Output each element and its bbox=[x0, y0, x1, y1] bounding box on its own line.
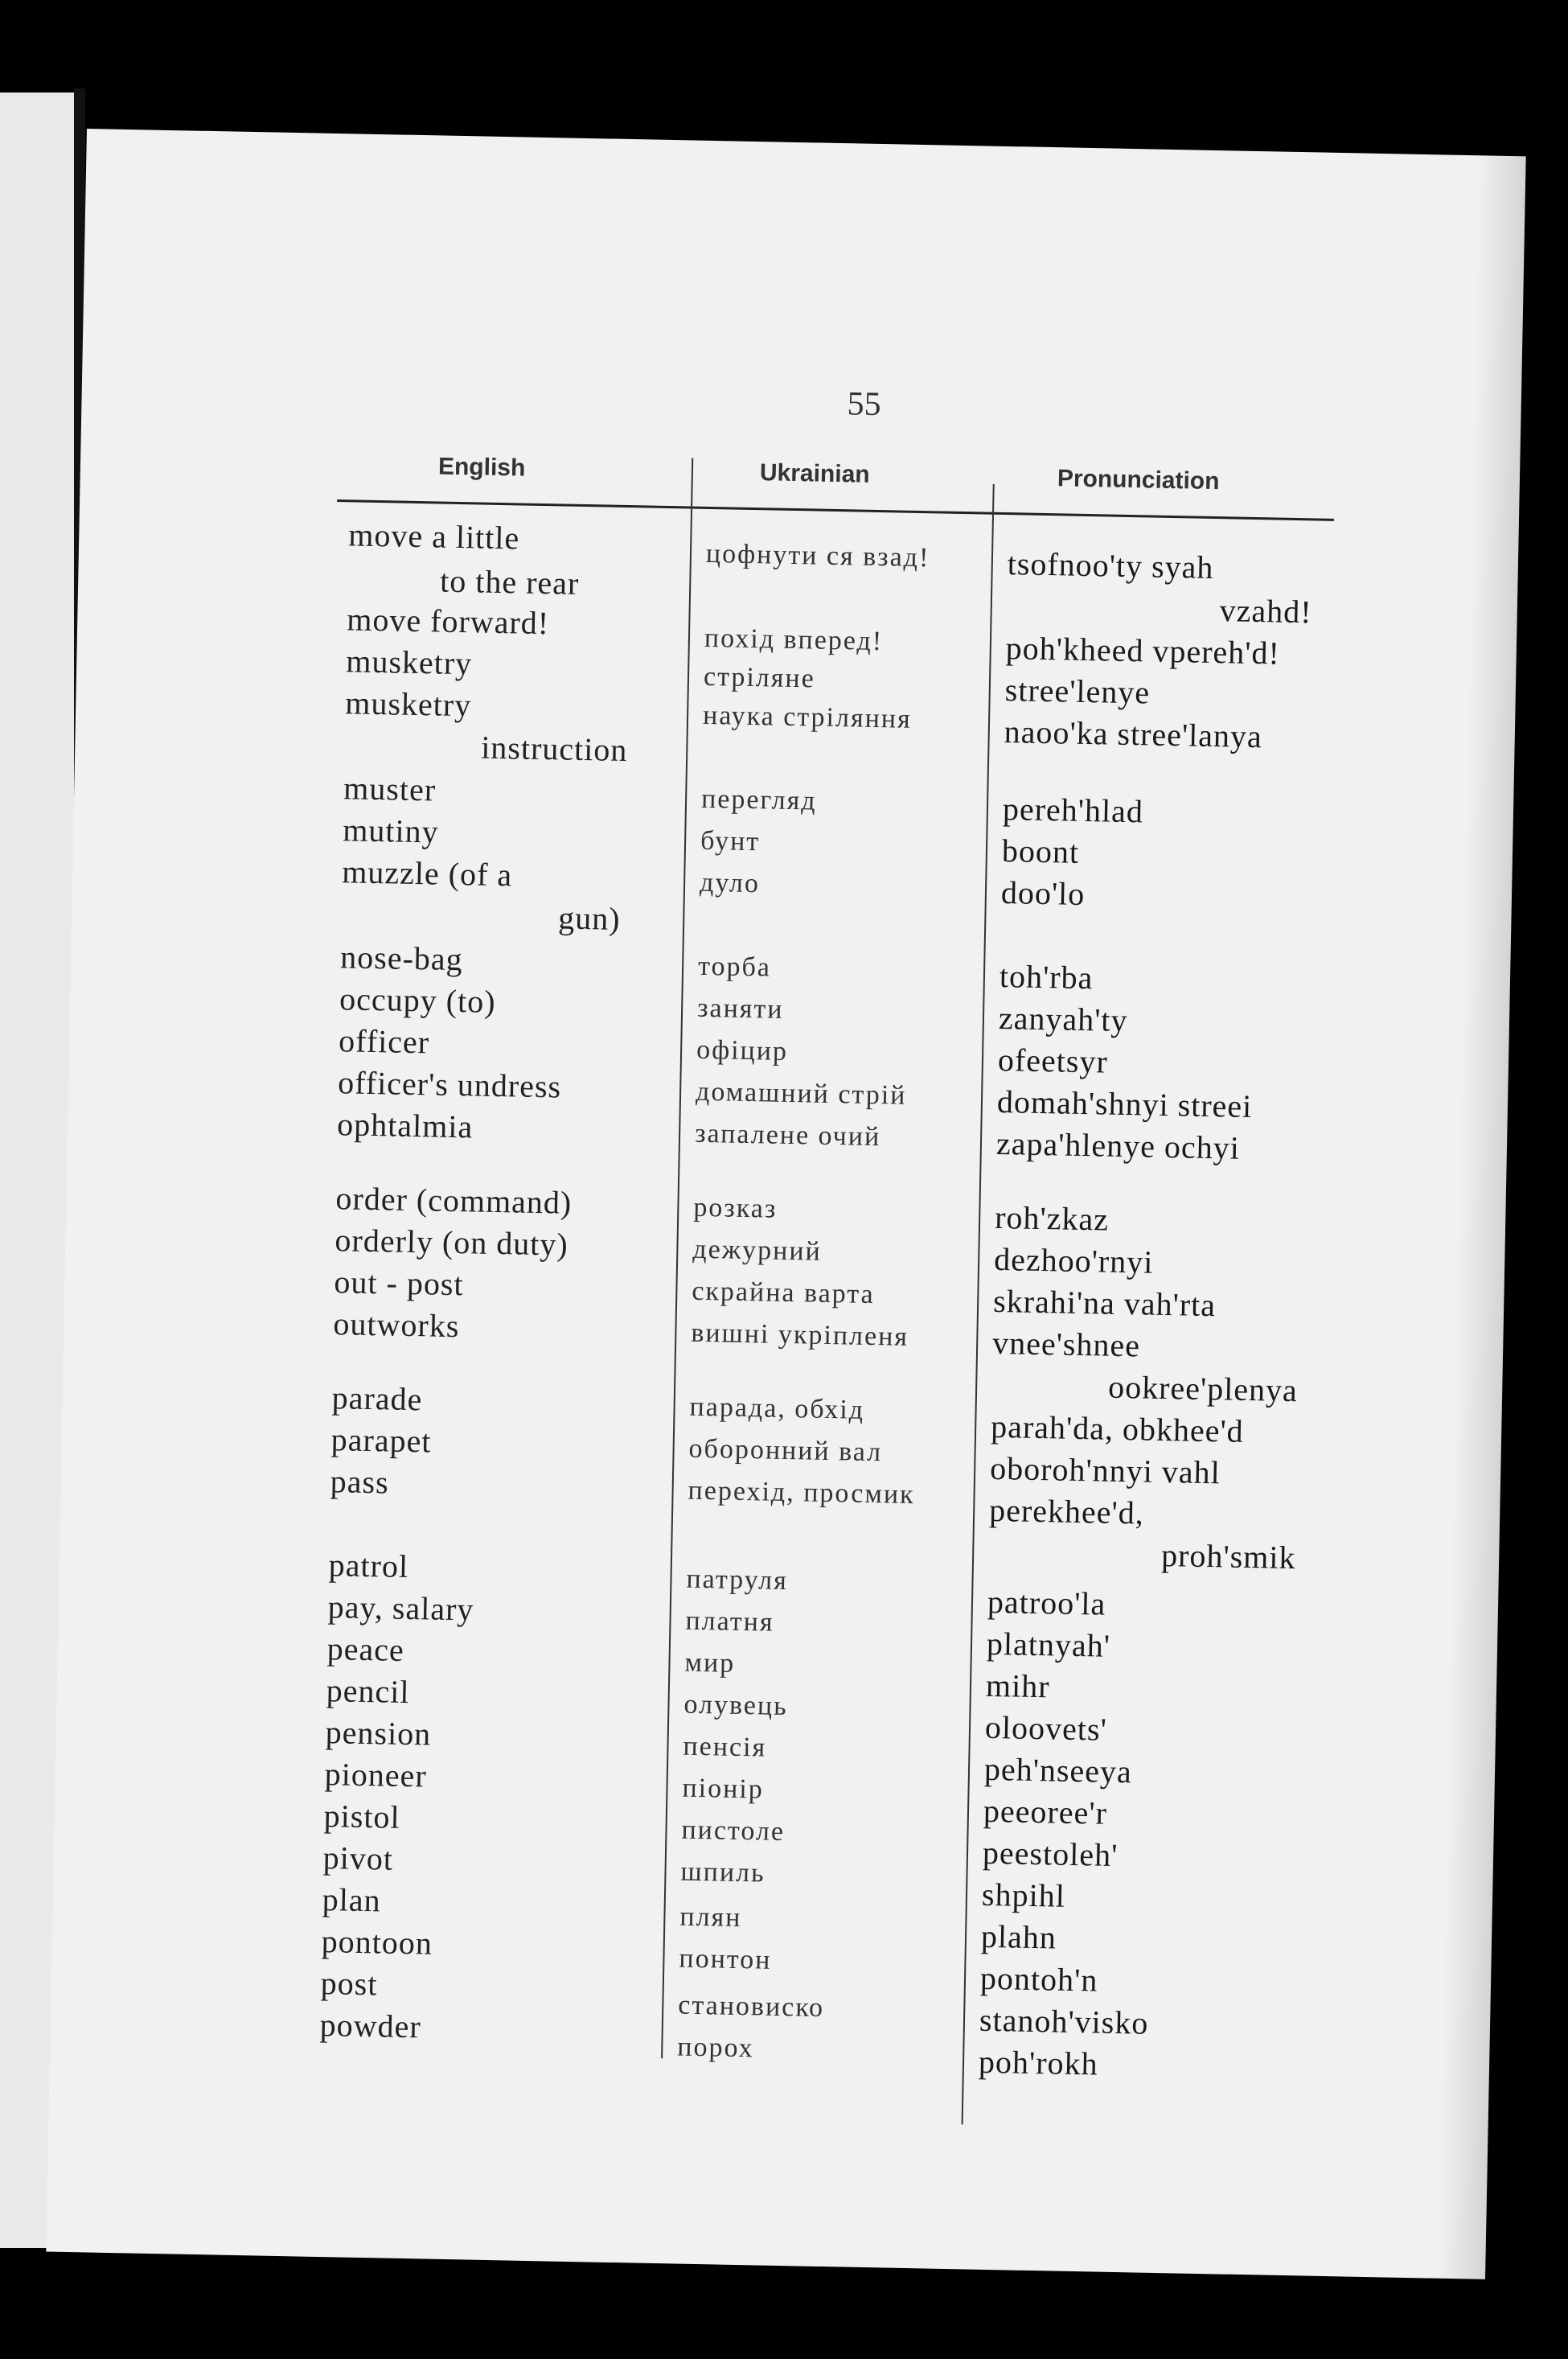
pronunciation-entry: ookree'plenya bbox=[1107, 1368, 1299, 1409]
english-entry: musketry bbox=[344, 684, 472, 724]
ukrainian-entry: оборонний вал bbox=[688, 1433, 883, 1468]
pronunciation-entry: peestoleh' bbox=[982, 1834, 1119, 1874]
english-entry: pencil bbox=[326, 1672, 410, 1711]
english-entry: patrol bbox=[328, 1547, 409, 1585]
ukrainian-entry: заняти bbox=[696, 993, 784, 1025]
ukrainian-entry: перехід, просмик bbox=[688, 1475, 915, 1510]
pronunciation-entry: doo'lo bbox=[1000, 874, 1086, 913]
ukrainian-entry: олувець bbox=[683, 1689, 789, 1722]
english-entry: outworks bbox=[333, 1305, 460, 1345]
ukrainian-entry: скрайна варта bbox=[692, 1276, 876, 1310]
header-pronunciation: Pronunciation bbox=[1057, 465, 1220, 495]
pronunciation-entry: stree'lenye bbox=[1004, 672, 1151, 711]
pronunciation-entry: peeoree'r bbox=[983, 1792, 1108, 1831]
english-entry: instruction bbox=[480, 729, 628, 769]
ukrainian-entry: плян bbox=[679, 1901, 742, 1934]
pronunciation-entry: poh'kheed vpereh'd! bbox=[1005, 630, 1281, 672]
ukrainian-entry: торба bbox=[697, 951, 772, 983]
pronunciation-entry: perekhee'd, bbox=[988, 1491, 1145, 1531]
ukrainian-entry: платня bbox=[685, 1605, 774, 1638]
page-edge-shade bbox=[1437, 155, 1526, 2279]
english-entry: move forward! bbox=[346, 601, 550, 642]
english-entry: pay, salary bbox=[327, 1588, 474, 1628]
header-ukrainian: Ukrainian bbox=[759, 459, 870, 488]
pronunciation-entry: platnyah' bbox=[986, 1625, 1111, 1664]
pronunciation-entry: pereh'hlad bbox=[1002, 791, 1144, 830]
ukrainian-entry: бунт bbox=[700, 825, 761, 857]
pronunciation-entry: skrahi'na vah'rta bbox=[992, 1282, 1217, 1324]
english-entry: move a little bbox=[347, 516, 520, 557]
ukrainian-entry: офіцир bbox=[696, 1034, 789, 1066]
english-entry: ophtalmia bbox=[336, 1106, 474, 1145]
pronunciation-entry: zanyah'ty bbox=[998, 999, 1128, 1039]
pronunciation-entry: oboroh'nnyi vahl bbox=[989, 1449, 1221, 1491]
english-entry: parapet bbox=[330, 1421, 432, 1460]
ukrainian-entry: дежурний bbox=[692, 1234, 823, 1267]
english-entry: pivot bbox=[322, 1839, 394, 1877]
english-entry: pistol bbox=[323, 1798, 401, 1835]
ukrainian-entry: стріляне bbox=[703, 661, 816, 694]
english-entry: out - post bbox=[334, 1264, 465, 1303]
pronunciation-entry: poh'rokh bbox=[978, 2043, 1099, 2082]
english-entry: pension bbox=[325, 1714, 432, 1753]
english-entry: parade bbox=[331, 1379, 423, 1418]
pronunciation-entry: stanoh'visko bbox=[979, 2001, 1149, 2041]
pronunciation-entry: mihr bbox=[985, 1667, 1051, 1705]
ukrainian-entry: мир bbox=[684, 1647, 736, 1679]
pronunciation-entry: ofeetsyr bbox=[997, 1041, 1109, 1080]
ukrainian-entry: понтон bbox=[679, 1943, 772, 1975]
english-entry: gun) bbox=[557, 899, 622, 937]
ukrainian-entry: перегляд bbox=[700, 783, 817, 816]
english-entry: muzzle (of a bbox=[341, 853, 513, 894]
english-entry: muster bbox=[343, 770, 437, 808]
english-entry: musketry bbox=[345, 643, 473, 682]
book-page bbox=[46, 129, 1525, 2279]
english-entry: officer's undress bbox=[337, 1064, 562, 1105]
pronunciation-entry: domah'shnyi streei bbox=[996, 1083, 1253, 1125]
ukrainian-entry: запалене очий bbox=[694, 1118, 881, 1153]
english-entry: occupy (to) bbox=[339, 980, 496, 1020]
pronunciation-entry: shpihl bbox=[981, 1876, 1066, 1914]
pronunciation-entry: pontoh'n bbox=[979, 1959, 1098, 1999]
pronunciation-entry: vnee'shnee bbox=[991, 1324, 1141, 1364]
pronunciation-entry: roh'zkaz bbox=[994, 1198, 1110, 1238]
ukrainian-entry: наука стріляння bbox=[702, 700, 913, 734]
ukrainian-entry: пистоле bbox=[681, 1814, 786, 1847]
english-entry: post bbox=[320, 1965, 378, 2003]
pronunciation-entry: proh'smik bbox=[1160, 1536, 1296, 1576]
ukrainian-entry: цофнути ся взад! bbox=[705, 538, 930, 573]
english-entry: order (command) bbox=[335, 1180, 573, 1221]
pronunciation-entry: toh'rba bbox=[999, 957, 1094, 997]
page-number: 55 bbox=[847, 385, 882, 424]
ukrainian-entry: вишні укріпленя bbox=[691, 1317, 909, 1352]
ukrainian-entry: шпиль bbox=[680, 1856, 766, 1888]
ukrainian-entry: розказ bbox=[693, 1192, 778, 1224]
english-entry: plan bbox=[322, 1881, 382, 1919]
ukrainian-entry: парада, обхід bbox=[689, 1391, 865, 1425]
pronunciation-entry: vzahd! bbox=[1219, 592, 1313, 631]
pronunciation-entry: plahn bbox=[980, 1917, 1057, 1956]
ukrainian-entry: порох bbox=[676, 2032, 755, 2064]
ukrainian-entry: пенсія bbox=[683, 1731, 767, 1763]
pronunciation-entry: peh'nseeya bbox=[983, 1750, 1133, 1790]
ukrainian-entry: похід вперед! bbox=[704, 623, 884, 657]
pronunciation-entry: boont bbox=[1001, 832, 1080, 870]
english-entry: nose-bag bbox=[339, 939, 464, 978]
english-entry: peace bbox=[326, 1630, 405, 1668]
ukrainian-entry: становиско bbox=[677, 1990, 825, 2024]
ukrainian-entry: піонір bbox=[682, 1773, 765, 1805]
english-entry: powder bbox=[319, 2007, 422, 2045]
pronunciation-entry: tsofnoo'ty syah bbox=[1007, 545, 1214, 586]
pronunciation-entry: parah'da, obkhee'd bbox=[990, 1408, 1245, 1449]
english-entry: mutiny bbox=[342, 812, 440, 850]
english-entry: orderly (on duty) bbox=[335, 1222, 569, 1263]
english-entry: officer bbox=[338, 1022, 430, 1061]
pronunciation-entry: patroo'la bbox=[987, 1583, 1106, 1622]
pronunciation-entry: dezhoo'rnyi bbox=[993, 1240, 1154, 1280]
english-entry: pass bbox=[330, 1463, 390, 1501]
ukrainian-entry: дуло bbox=[699, 867, 761, 899]
english-entry: pioneer bbox=[324, 1756, 428, 1794]
pronunciation-entry: naoo'ka stree'lanya bbox=[1004, 713, 1263, 755]
ukrainian-entry: патруля bbox=[686, 1564, 789, 1597]
header-english: English bbox=[437, 453, 526, 482]
english-entry: to the rear bbox=[439, 562, 580, 602]
pronunciation-entry: oloovets' bbox=[984, 1708, 1108, 1748]
english-entry: pontoon bbox=[321, 1923, 433, 1962]
pronunciation-entry: zapa'hlenye ochyi bbox=[995, 1124, 1241, 1166]
ukrainian-entry: домашний стрій bbox=[695, 1076, 907, 1111]
